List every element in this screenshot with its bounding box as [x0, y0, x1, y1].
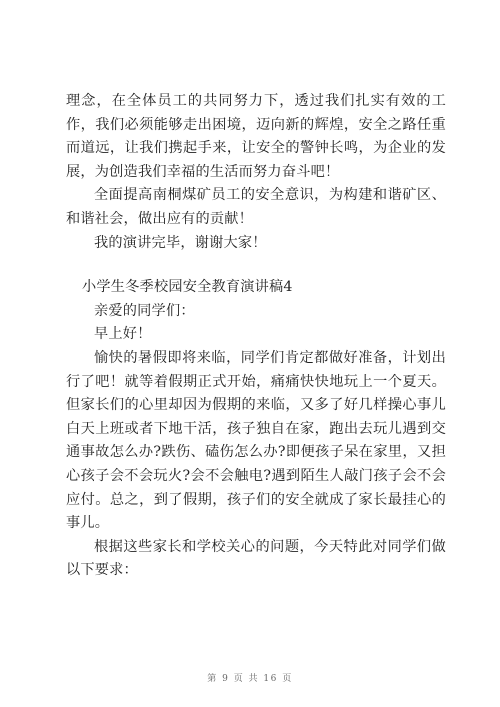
paragraph-closing: 我的演讲完毕，谢谢大家！ — [94, 234, 267, 251]
greeting: 亲爱的同学们： — [94, 302, 195, 319]
paragraph-continuation: 理念，在全体员工的共同努力下，透过我们扎实有效的工作，我们必须能够走出困境，迈向新的辉煌，安全之路任重而道远，让我们携起手来，让安全的警钟长鸣，为企业的发展，为创造我们幸福的生活而努力奋斗吧！ — [66, 93, 446, 180]
paragraph-requirements: 根据这些家长和学校关心的问题，今天特此对同学们做以下要求： — [66, 538, 446, 579]
morning-greeting: 早上好！ — [94, 326, 152, 343]
page-number-footer: 第 9 页 共 16 页 — [207, 674, 293, 684]
document-body — [66, 90, 446, 583]
paragraph-safety-awareness: 全面提高南桐煤矿员工的安全意识，为构建和谐矿区、和谐社会，做出应有的贡献！ — [66, 187, 446, 227]
section-title: 小学生冬季校园安全教育演讲稿4 — [82, 279, 293, 296]
paragraph-summer-vacation: 愉快的暑假即将来临，同学们肯定都做好准备，计划出行了吧！就等着假期正式开始，痛痛快快地玩上一个夏天。但家长们的心里却因为假期的来临，又多了好几样操心事儿白天上班或者下地干活，孩子独自在家，跑出去玩儿遇到交通事故怎么办?跌伤、磕伤怎么办?即便孩子呆在家里，又担心孩子会不会玩火?会不会触电?遇到陌生人敲门孩子会不会应付。总之，到了假期，孩子们的安全就成了家长最挂心的事儿。 — [66, 349, 446, 532]
